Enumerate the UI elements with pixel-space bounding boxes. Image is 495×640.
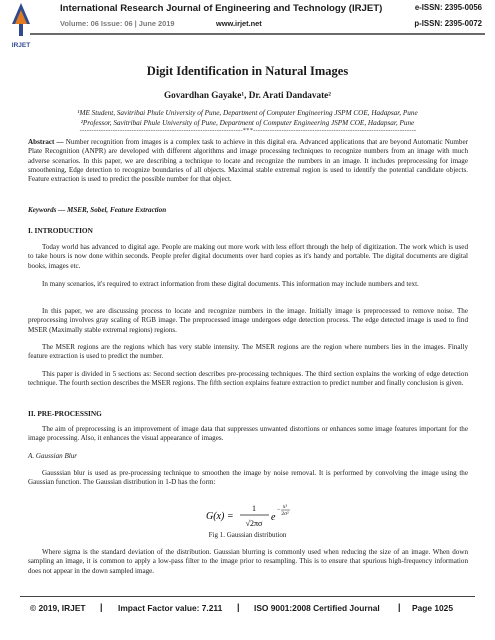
footer-divider (20, 596, 475, 597)
intro-paragraph-5: This paper is divided in 5 sections as: Second section describes pre-processing techniques. The third section explains the working of edge detection technique. The fourth section describes the MSER regions. The fifth section explains feature extraction to predict number and finally conclusion is given. (28, 370, 468, 388)
figure-caption: Fig 1. Gaussian distribution (208, 531, 287, 539)
formula-exponent-bottom: 2σ² (281, 511, 289, 517)
journal-name: International Research Journal of Engineering and Technology (IRJET) (60, 3, 383, 14)
footer-impact-factor: Impact Factor value: 7.211 (118, 603, 223, 613)
journal-header (0, 0, 495, 54)
section-heading-preprocessing: II. PRE-PROCESSING (28, 409, 102, 418)
journal-url[interactable]: www.irjet.net (216, 19, 262, 28)
subsection-heading-gaussian-blur: A. Gaussian Blur (28, 452, 78, 460)
footer-separator: | (398, 602, 401, 612)
svg-text:−: − (277, 507, 281, 513)
abstract (28, 138, 468, 184)
footer-separator: | (100, 602, 103, 612)
formula-exponent-top: x² (282, 504, 288, 510)
intro-paragraph-3: In this paper, we are discussing process to locate and recognize numbers in the image. Initially image is preprocessed to remove noise. The preprocessing involves gray scaling of RGB image. The preprocessed image undergoes edge detection process. The edge detected image is used to find MSER (Maximally stable extremal regions) regions. (28, 307, 468, 334)
section-rule: ---------------------------------------------------------------------***--------------------------------------------------------------------- (79, 127, 417, 134)
formula-lhs: G(x) = (206, 511, 234, 522)
affiliation-2: ²Professor, Savitribai Phule University of Pune, Department of Computer Engineering JSPM COE, Hadapsar, Pune (80, 118, 415, 127)
gaussian-paragraph-1: Gausssian blur is used as pre-processing technique to smoothen the image by noise removal. It is performed by convolving the image using the Gaussian function. The Gaussian distribution in 1-D has the form: (28, 469, 468, 487)
gaussian-formula (0, 500, 495, 530)
journal-volume: Volume: 06 Issue: 06 | June 2019 (60, 19, 175, 28)
preprocessing-paragraph: The aim of preprocessing is an improvement of image data that suppresses unwanted distortions or enhances some image features important for the image processing. Also, it enhances the visual appearance of images. (28, 425, 468, 443)
footer-iso: ISO 9001:2008 Certified Journal (254, 603, 380, 613)
footer-separator: | (237, 602, 240, 612)
keywords: Keywords — MSER, Sobel, Feature Extraction (28, 206, 167, 214)
abstract-text: Number recognition from images is a complex task to achieve in this digital era. Advanced applications that are beyond Automatic Number Plate Recognition (ANPR) are developed with different algorithms and image processing techniques to recognize numbers from an image with much adverse scenarios. In this paper, we are describing a technique to locate and recognize the numbers in an image. It includes preprocessing for image smoothening, Edge detection to recognize boundaries of all objects. Maximal stable extremal region is used to identify the potential candidate objects. Feature extraction is used to predict the possible number for that object. (28, 138, 468, 184)
logo-text: IRJET (11, 42, 31, 49)
formula-base: e (271, 512, 276, 523)
footer-copyright: © 2019, IRJET (30, 603, 86, 613)
intro-paragraph-1: Today world has advanced to digital age. People are making out more work with less effort through the help of digitization. The work which is used to take hours is now done within seconds. People prefer digital documents over hard copies as it's handy and portable. The digital documents are digital books, images etc. (28, 243, 468, 270)
paper-title: Digit Identification in Natural Images (146, 64, 349, 78)
abstract-label: Abstract — (28, 138, 64, 146)
footer-page-number: Page 1025 (412, 603, 453, 613)
irjet-logo (10, 2, 32, 50)
intro-paragraph-2: In many scenarios, it's required to extract information from these digital documents. This information may include numbers and text. (42, 280, 419, 288)
journal-eissn: e-ISSN: 2395-0056 (414, 3, 482, 12)
affiliation-1: ¹ME Student, Savitribai Phule University of Pune, Department of Computer Engineering JSPM COE, Hadapsar, Pune (77, 109, 418, 117)
formula-numerator: 1 (252, 504, 256, 513)
intro-paragraph-4: The MSER regions are the regions which has very stable intensity. The MSER regions are the region where numbers lies in the images. Finally feature extraction is used to predict the number. (28, 343, 468, 361)
section-heading-introduction: I. INTRODUCTION (28, 226, 93, 235)
gaussian-paragraph-2: Where sigma is the standard deviation of the distribution. Gaussian blurring is commonly used when reducing the size of an image. When down sampling an image, it is common to apply a low-pass filter to the image prior to resampling. This is to ensure that spurious high-frequency information does not appear in the down sampled image. (28, 548, 468, 575)
paper-authors: Govardhan Gayake¹, Dr. Arati Dandavate² (164, 90, 331, 100)
formula-denominator: √2πσ (245, 519, 263, 528)
journal-pissn: p-ISSN: 2395-0072 (414, 19, 482, 28)
header-divider (30, 33, 485, 35)
